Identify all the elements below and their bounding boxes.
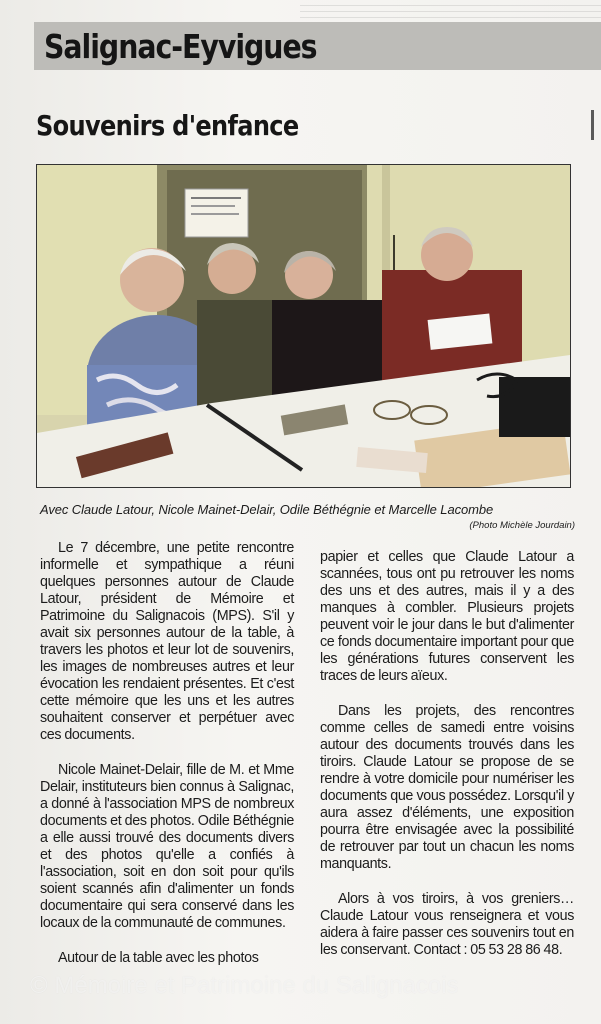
article-column-right — [320, 549, 574, 977]
article-column-left — [40, 540, 294, 985]
photo-caption: Avec Claude Latour, Nicole Mainet-Delair, Odile Béthégnie et Marcelle Lacombe — [40, 502, 494, 517]
copyright-watermark: © Mémoire et Patrimoine du Salignacois — [30, 972, 459, 999]
photo-scene-illustration — [37, 165, 570, 487]
adjacent-column-edge — [591, 110, 601, 140]
paragraph: Le 7 décembre, une petite rencontre informelle et sympathique a réuni quelques personnes autour de Claude Latour, président de Mémoire et Patrimoine du Salignacois (MPS). S'il y avait six personnes autour de la table, à travers les photos et leur lot de souvenirs, les images de nombreuses autres et leur évocation les rendaient présentes. Et c'est cette mémoire que les uns et les autres souhaitent conserver et perpétuer avec ces documents. — [40, 540, 294, 743]
paragraph: Nicole Mainet-Delair, fille de M. et Mme Delair, instituteurs bien connus à Salignac, a donné à l'association MPS de nombreux documents et des photos. Odile Béthégnie a elle aussi trouvé des documents divers et des photos qu'elle a confiés à l'association, soit en don soit pour qu'ils soient scannés afin d'alimenter un fonds documentaire qui sera conservé dans les locaux de la communauté de communes. — [40, 762, 294, 931]
paragraph: Autour de la table avec les photos — [58, 950, 259, 966]
article-photo — [36, 164, 571, 488]
paragraph: papier et celles que Claude Latour a scannées, tous ont pu retrouver les noms des uns et des autres, mais il y a des manques à combler. Plusieurs projets peuvent voir le jour dans le but d'alimenter ce fonds documentaire important pour que les générations futures conservent les traces de leurs aïeux. — [320, 549, 574, 684]
photo-credit: (Photo Michèle Jourdain) — [469, 520, 575, 531]
paragraph: Alors à vos tiroirs, à vos greniers… Claude Latour vous renseignera et vous aidera à faire passer ces souvenirs tout en les conservant. Contact : 05 53 28 86 48. — [320, 891, 574, 958]
paragraph: Dans les projets, des rencontres comme celles de samedi entre voisins autour des documents trouvés dans les tiroirs. Claude Latour se propose de se rendre à votre domicile pour numériser les documents que vous possédez. Lorsqu'il y aura assez d'éléments, une exposition pourra être envisagée avec la possibilité de retrouver par tout un chacun les noms manquants. — [320, 703, 574, 872]
article-headline: Souvenirs d'enfance — [36, 109, 299, 142]
town-title: Salignac-Eyvigues — [44, 27, 317, 66]
